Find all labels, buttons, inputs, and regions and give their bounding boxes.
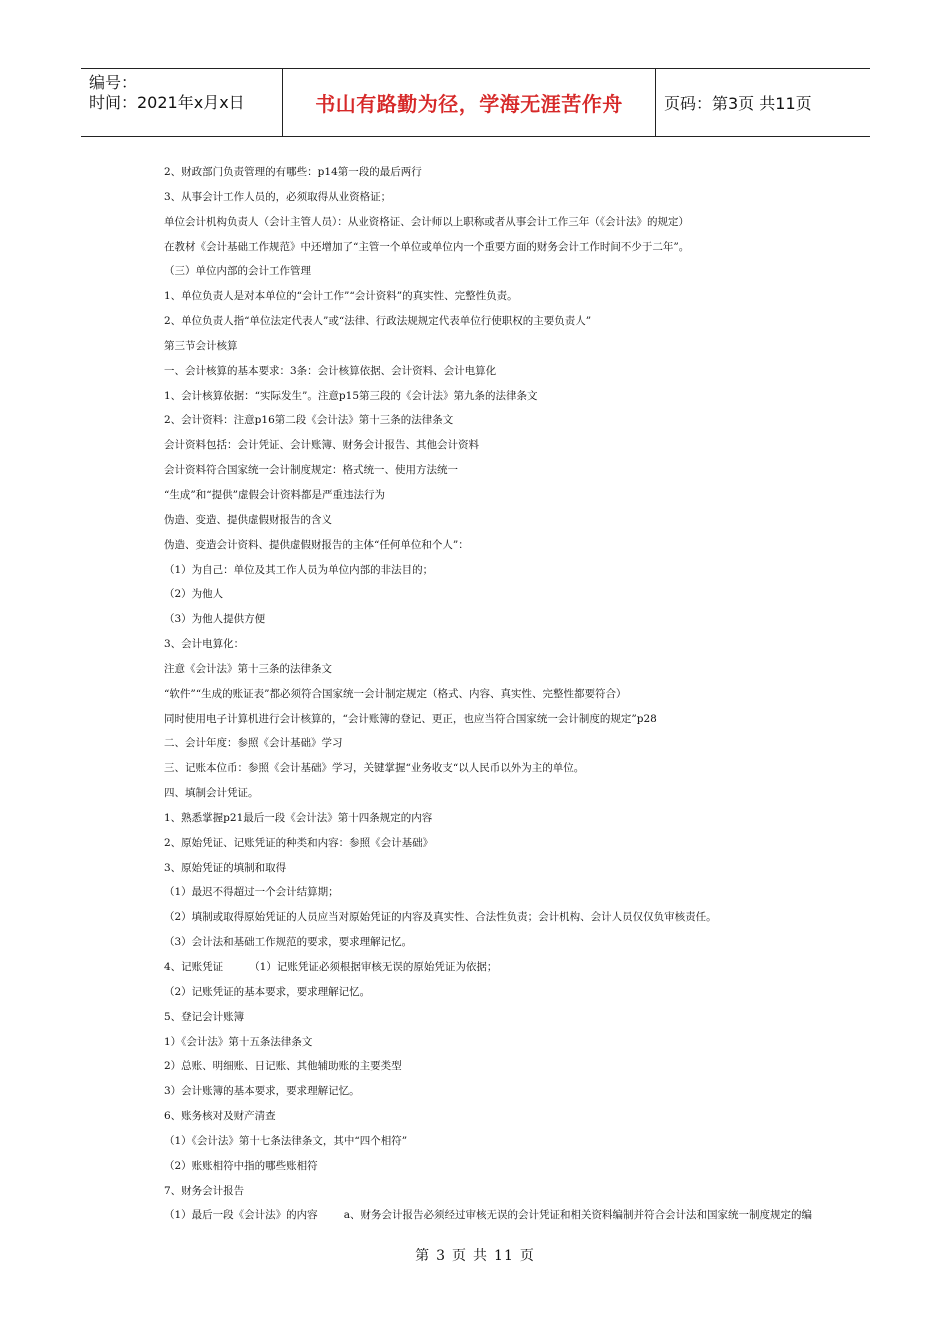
text-line: 三、记账本位币：参照《会计基础》学习，关键掌握“业务收支“以人民币以外为主的单位。 — [164, 762, 585, 775]
report-note: a、财务会计报告必须经过审核无误的会计凭证和相关资料编制并符合会计法和国家统一制度规定的编 — [343, 1209, 812, 1222]
text-line — [164, 955, 864, 980]
text-line: 一、会计核算的基本要求：3条：会计核算依据、会计资料、会计电算化 — [164, 364, 497, 377]
text-line: （2）填制或取得原始凭证的人员应当对原始凭证的内容及真实性、合法性负责；会计机构、会计人员仅仅负审核责任。 — [164, 911, 717, 924]
text-line: （1）最迟不得超过一个会计结算期； — [164, 886, 339, 899]
header-meta — [89, 73, 279, 113]
text-line: 3）会计账簿的基本要求，要求理解记忆。 — [164, 1085, 360, 1098]
text-line: （3）会计法和基础工作规范的要求，要求理解记忆。 — [164, 936, 413, 949]
text-line: 四、填制会计凭证。 — [164, 787, 259, 800]
text-line: （2）账账相符中指的哪些账相符 — [164, 1159, 318, 1172]
header-divider — [655, 69, 656, 136]
text-line: 注意《会计法》第十三条的法律条文 — [164, 662, 332, 675]
doc-date-label: 时间：2021年x月x日 — [89, 93, 245, 112]
text-line: 在教材《会计基础工作规范》中还增加了“主管一个单位或单位内一个重要方面的财务会计工作时间不少于二年”。 — [164, 240, 690, 253]
footer-page-suffix: 页 — [519, 1248, 535, 1264]
text-line: 会计资料包括：会计凭证、会计账簿、财务会计报告、其他会计资料 — [164, 439, 479, 452]
text-line: 同时使用电子计算机进行会计核算的，“会计账簿的登记、更正，也应当符合国家统一会计制度的规定”p28 — [164, 712, 657, 725]
text-line — [164, 1203, 864, 1228]
footer-total-pages: 11 — [494, 1248, 514, 1264]
text-line: 6、账务核对及财产清查 — [164, 1110, 276, 1123]
section-heading: 第三节会计核算 — [164, 339, 238, 352]
text-line: 7、财务会计报告 — [164, 1184, 245, 1197]
header-motto: 书山有路勤为径，学海无涯苦作舟 — [315, 92, 623, 116]
text-line: “软件”“生成的账证表”都必须符合国家统一会计制定规定（格式、内容、真实性、完整性都要符合） — [164, 687, 627, 700]
text-line: 3、从事会计工作人员的，必须取得从业资格证； — [164, 190, 392, 203]
text-line: （2）记账凭证的基本要求，要求理解记忆。 — [164, 985, 371, 998]
text-line: 3、原始凭证的填制和取得 — [164, 861, 287, 874]
text-line: “生成”和“提供”虚假会计资料都是严重违法行为 — [164, 488, 385, 501]
footer-page-prefix: 第 — [415, 1248, 431, 1264]
text-line: 伪造、变造、提供虚假财报告的含义 — [164, 513, 332, 526]
text-line: 1、熟悉掌握p21最后一段《会计法》第十四条规定的内容 — [164, 811, 433, 824]
voucher-note: （1）记账凭证必须根据审核无误的原始凭证为依据； — [249, 961, 498, 973]
text-line: 2、财政部门负责管理的有哪些：p14第一段的最后两行 — [164, 166, 422, 178]
footer-total-label: 共 — [473, 1248, 489, 1264]
section-heading: （三）单位内部的会计工作管理 — [164, 265, 311, 278]
text-line: 单位会计机构负责人（会计主管人员）：从业资格证、会计师以上职称或者从事会计工作三年（《会计法》的规定） — [164, 215, 689, 228]
text-line: 3、会计电算化： — [164, 638, 245, 651]
text-line: 1）《会计法》第十五条法律条文 — [164, 1035, 313, 1048]
page-footer — [0, 1245, 950, 1265]
report-heading: （1）最后一段《会计法》的内容 — [164, 1209, 318, 1222]
text-line: 2、单位负责人指“单位法定代表人”或“法律、行政法规规定代表单位行使职权的主要负责人” — [164, 315, 592, 328]
text-line: （2）为他人 — [164, 588, 224, 601]
text-line: 5、登记会计账簿 — [164, 1010, 245, 1023]
text-line: 2、原始凭证、记账凭证的种类和内容：参照《会计基础》 — [164, 836, 434, 849]
text-line: （1）《会计法》第十七条法律条文，其中“四个相符” — [164, 1134, 408, 1147]
text-line: 2）总账、明细账、日记账、其他辅助账的主要类型 — [164, 1060, 402, 1073]
text-line: 2、会计资料：注意p16第二段《会计法》第十三条的法律条文 — [164, 414, 454, 427]
page-header — [81, 68, 870, 137]
document-body — [164, 160, 864, 1228]
doc-number-label: 编号： — [89, 73, 138, 92]
footer-page-mid: 页 — [452, 1248, 468, 1264]
text-line: （1）为自己：单位及其工作人员为单位内部的非法目的； — [164, 563, 434, 576]
text-line: （3）为他人提供方便 — [164, 613, 266, 626]
text-line: 伪造、变造会计资料、提供虚假财报告的主体“任何单位和个人”： — [164, 538, 469, 551]
text-line: 会计资料符合国家统一会计制度规定：格式统一、使用方法统一 — [164, 464, 458, 477]
text-line: 二、会计年度：参照《会计基础》学习 — [164, 737, 343, 750]
voucher-heading: 4、记账凭证 — [164, 961, 224, 973]
footer-page-number: 3 — [436, 1248, 447, 1264]
text-line: 1、会计核算依据：“实际发生”。注意p15第三段的《会计法》第九条的法律条文 — [164, 389, 538, 402]
text-line: 1、单位负责人是对本单位的“会计工作”“会计资料”的真实性、完整性负责。 — [164, 290, 518, 303]
header-page-indicator: 页码：第3页 共11页 — [664, 94, 812, 113]
